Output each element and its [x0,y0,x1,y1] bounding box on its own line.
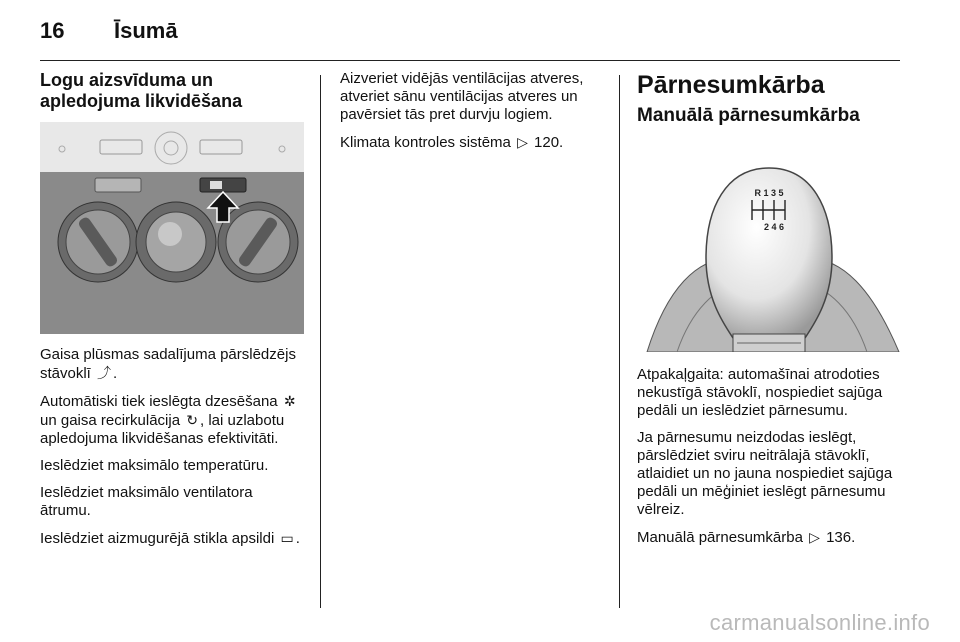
rear-window-heater-icon: ▭ [280,530,294,546]
gear-pattern-top: R 1 3 5 [754,188,784,198]
dial-right [218,202,298,282]
climate-ref-text: Klimata kontroles sistēma [340,134,511,151]
snowflake-icon: ✲ [283,393,296,409]
paragraph-rear-heater [40,529,304,548]
page-ref-icon: ▷ [809,529,820,545]
column-divider-1 [320,75,321,608]
paragraph-airflow [40,346,304,383]
manual-ref-text: Manuālā pārnesumkārba [637,529,803,546]
column-divider-2 [619,75,620,608]
cooling-text-start: Automātiski tiek ieslēgta dzesēšana [40,393,278,410]
page-ref-icon: ▷ [517,134,528,150]
paragraph-temperature: Ieslēdziet maksimālo temperatūru. [40,457,269,474]
airflow-end: . [113,365,118,382]
dial-left [58,202,138,282]
paragraph-retry: Ja pārnesumu neizdodas ieslēgt, pārslēdziet sviru neitrālajā stāvoklī, atlaidiet un no jauna nospiediet sajūga pedāli un mēģiniet ieslēgt pārnesumu vēlreiz. [637,429,893,518]
windscreen-airflow-icon: ⤴ [97,365,112,381]
cooling-text-end: , lai uzlabotu apledojuma likvidēšanas efektivitāti. [40,412,285,447]
section-heading-defrost: Logu aizsvīduma un apledojuma likvidēšana [40,70,243,111]
rear-heater-text: Ieslēdziet aizmugurējā stikla apsildi [40,530,275,547]
column-1 [40,70,304,557]
paragraph-cooling [40,392,304,448]
gear-knob-figure [637,138,901,352]
paragraph-manual-ref [637,528,905,547]
watermark: carmanualsonline.info [709,610,930,635]
header-rule [40,60,900,61]
column-3 [637,70,905,556]
paragraph-vents: Aizveriet vidējās ventilācijas atveres, atveriet sānu ventilācijas atveres un pavērsiet tās pret durvju logiem. [340,70,584,123]
climate-ref-page[interactable]: 120. [534,134,564,151]
gear-pattern-bottom: 2 4 6 [763,222,785,232]
paragraph-climate-ref [340,133,606,152]
airflow-text: Gaisa plūsmas sadalījuma pārslēdzējs stāvoklī [40,346,296,382]
section-subtitle-manual: Manuālā pārnesumkārba [637,105,860,126]
climate-control-panel-figure [40,122,304,334]
page-title: Īsumā [114,18,178,43]
page-number: 16 [40,18,65,43]
rear-heater-end: . [295,530,300,547]
column-2 [340,70,606,161]
dial-center [136,202,216,282]
paragraph-reverse: Atpakaļgaita: automašīnai atrodoties nekustīgā stāvoklī, nospiediet sajūga pedāli un ieslēdziet pārnesumu. [637,366,883,419]
cooling-text-mid: un gaisa recirkulācija [40,412,181,429]
paragraph-fan: Ieslēdziet maksimālo ventilatora ātrumu. [40,484,253,519]
manual-ref-page[interactable]: 136. [826,529,856,546]
section-title-transmission: Pārnesumkārba [637,71,825,99]
recirculation-icon: ↻ [186,412,198,428]
